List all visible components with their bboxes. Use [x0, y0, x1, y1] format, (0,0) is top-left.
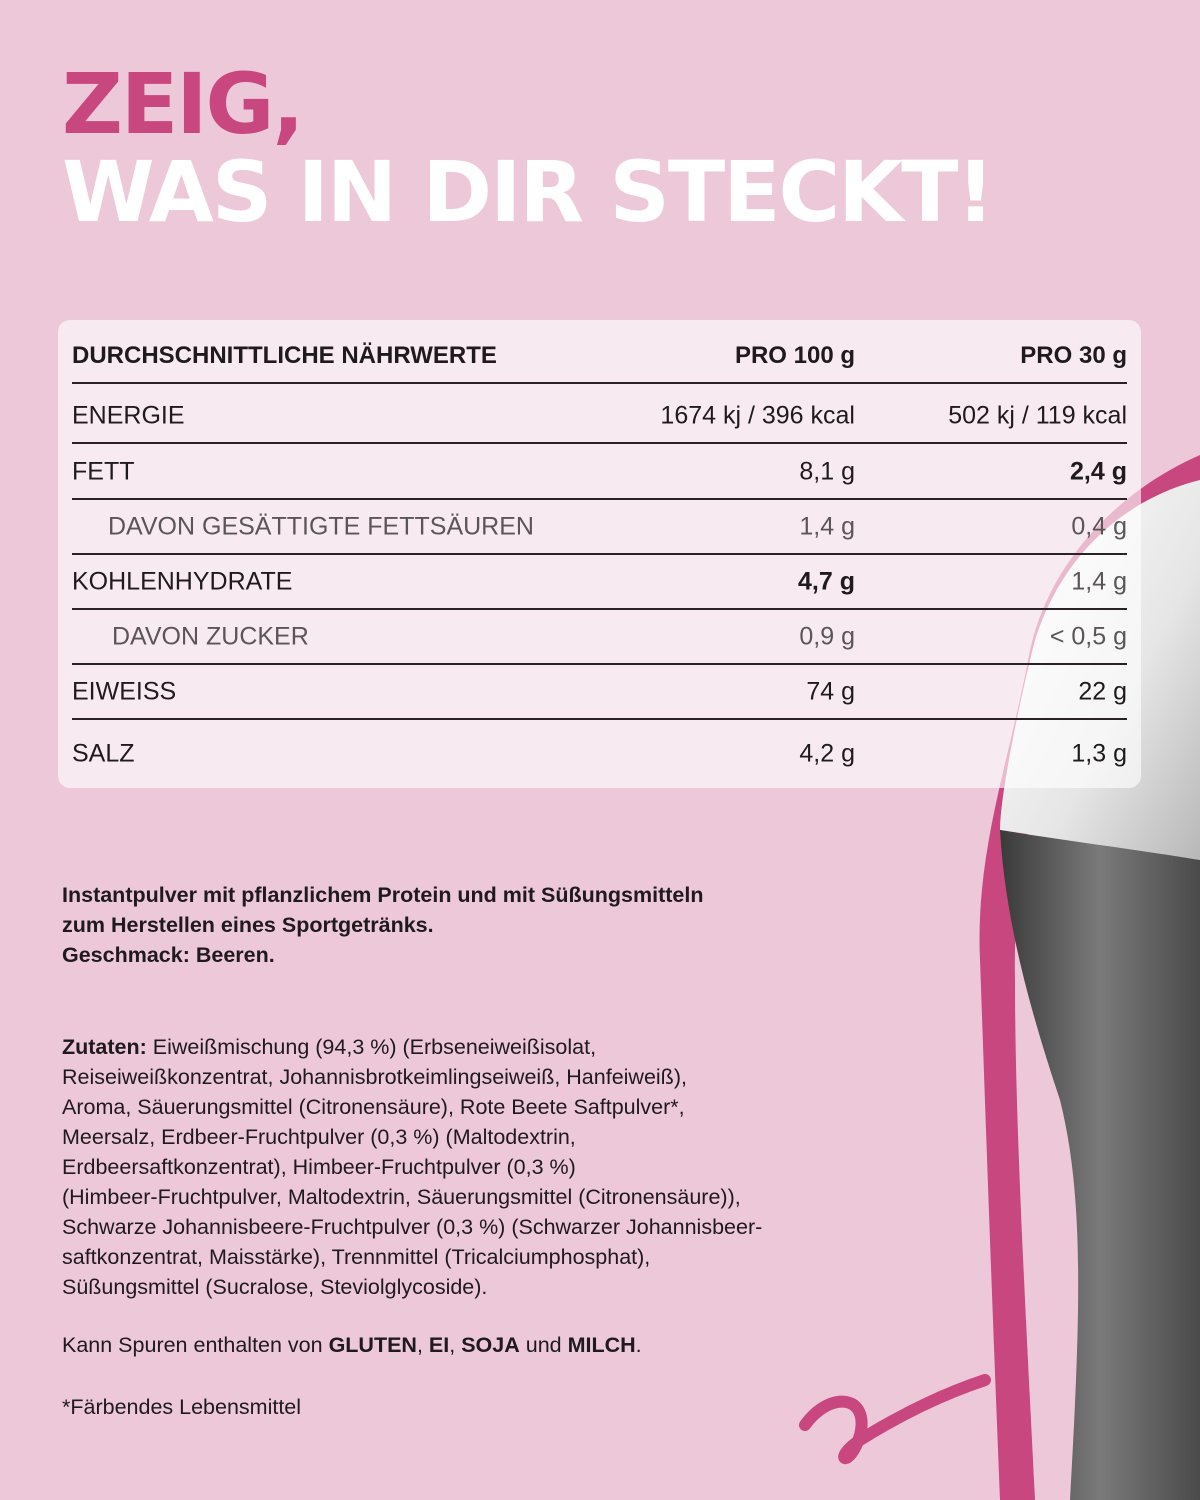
allergen-soy: SOJA — [461, 1333, 520, 1357]
row-label: ENERGIE — [72, 401, 185, 430]
ingredients-line: saftkonzentrat, Maisstärke), Trennmittel (Tricalciumphosphat), — [62, 1245, 651, 1269]
row-per100: 4,7 g — [798, 567, 855, 596]
row-per30: 2,4 g — [1070, 457, 1127, 486]
table-row — [72, 556, 1127, 610]
row-per30: 1,3 g — [1071, 739, 1127, 768]
row-per100: 1674 kj / 396 kcal — [660, 401, 855, 430]
table-row — [72, 446, 1127, 500]
table-row — [72, 666, 1127, 720]
row-per100: 74 g — [806, 677, 855, 706]
row-per30: 1,4 g — [1071, 567, 1127, 596]
allergen-gluten: GLUTEN — [328, 1333, 417, 1357]
table-row — [72, 501, 1127, 555]
allergen-milk: MILCH — [567, 1333, 636, 1357]
ingredients-label: Zutaten: — [62, 1035, 147, 1059]
table-row — [72, 611, 1127, 665]
ingredients-text — [62, 1032, 962, 1302]
traces-sep: , — [449, 1333, 462, 1357]
traces-sep: und — [519, 1333, 568, 1357]
ingredients-line: Meersalz, Erdbeer-Fruchtpulver (0,3 %) (Maltodextrin, — [62, 1125, 576, 1149]
ingredients-line: Erdbeersaftkonzentrat), Himbeer-Fruchtpulver (0,3 %) — [62, 1155, 576, 1179]
allergen-egg: EI — [428, 1333, 450, 1357]
footnote: *Färbendes Lebensmittel — [62, 1395, 302, 1419]
description-line: Instantpulver mit pflanzlichem Protein und mit Süßungsmitteln — [62, 883, 704, 907]
allergen-traces — [62, 1330, 642, 1360]
row-label: EIWEISS — [72, 677, 177, 706]
row-per30: 502 kj / 119 kcal — [948, 401, 1127, 430]
pink-scribble — [805, 1380, 985, 1458]
row-label: FETT — [72, 457, 135, 486]
header-col-per100: PRO 100 g — [734, 342, 855, 369]
ingredients-line: Aroma, Säuerungsmittel (Citronensäure), Rote Beete Saftpulver*, — [62, 1095, 685, 1119]
table-row — [72, 390, 1127, 444]
ingredients-line: (Himbeer-Fruchtpulver, Maltodextrin, Säuerungsmittel (Citronensäure)), — [62, 1185, 741, 1209]
ingredients-line: Reiseiweißkonzentrat, Johannisbrotkeimlingseiweiß, Hanfeiweiß), — [62, 1065, 687, 1089]
headline-line-1: ZEIG, — [62, 55, 303, 153]
row-label: KOHLENHYDRATE — [72, 567, 293, 596]
nutrition-table — [58, 320, 1141, 788]
headline — [62, 55, 993, 241]
row-per100: 0,9 g — [799, 622, 855, 651]
ingredients-line-text: Eiweißmischung (94,3 %) (Erbseneiweißisolat, — [146, 1035, 597, 1059]
headline-line-2: WAS IN DIR STECKT! — [62, 143, 993, 241]
table-header-row — [72, 330, 1127, 384]
header-label: DURCHSCHNITTLICHE NÄHRWERTE — [72, 342, 497, 369]
ingredients-line: Süßungsmittel (Sucralose, Steviolglycoside). — [62, 1275, 488, 1299]
description-line: Geschmack: Beeren. — [62, 943, 275, 967]
product-description — [62, 880, 922, 970]
traces-sep: , — [416, 1333, 429, 1357]
ingredients-line — [62, 1032, 962, 1062]
header-col-per30: PRO 30 g — [1020, 342, 1127, 369]
row-per30: 22 g — [1078, 677, 1127, 706]
table-row — [72, 727, 1127, 781]
row-per100: 4,2 g — [799, 739, 855, 768]
description-line: zum Herstellen eines Sportgetränks. — [62, 913, 434, 937]
row-per100: 1,4 g — [799, 512, 855, 541]
traces-suffix: . — [635, 1333, 642, 1357]
row-per30: 0,4 g — [1071, 512, 1127, 541]
arm — [1000, 830, 1200, 1500]
row-label: SALZ — [72, 739, 135, 768]
row-label: DAVON GESÄTTIGTE FETTSÄUREN — [108, 512, 534, 541]
row-label: DAVON ZUCKER — [112, 622, 309, 651]
row-per100: 8,1 g — [799, 457, 855, 486]
row-per30: < 0,5 g — [1049, 622, 1127, 651]
ingredients-line: Schwarze Johannisbeere-Fruchtpulver (0,3 %) (Schwarzer Johannisbeer- — [62, 1215, 763, 1239]
traces-prefix: Kann Spuren enthalten von — [62, 1333, 329, 1357]
